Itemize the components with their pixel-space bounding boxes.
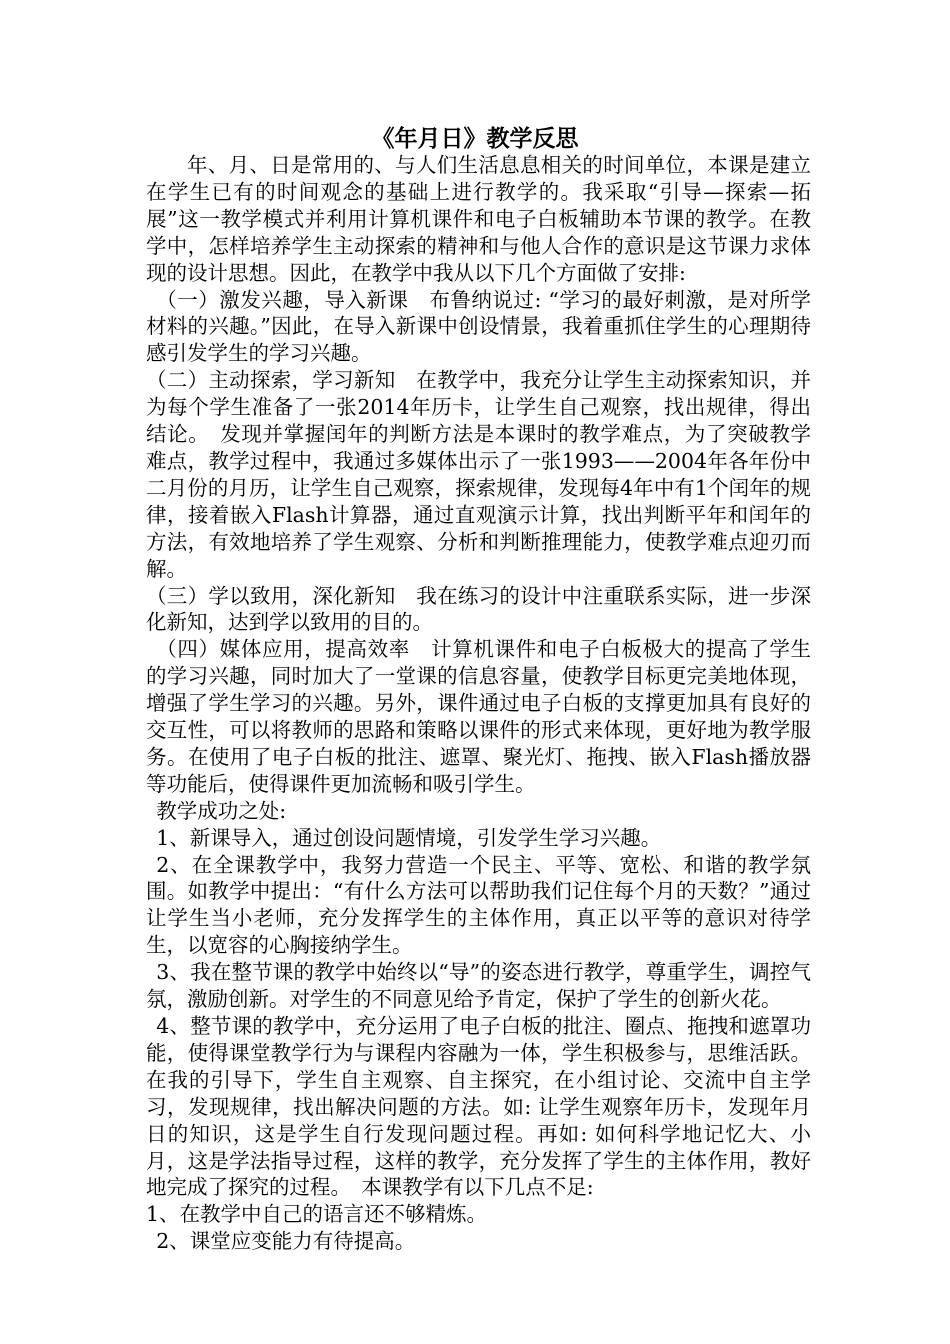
document-title: 《年月日》教学反思 [371, 125, 579, 152]
paragraph-section-4: （四）媒体应用，提高效率 计算机课件和电子白板极大的提高了学生的学习兴趣，同时加大了一堂课的信息容量，使教学目标更完美地体现，增强了学生学习的兴趣。另外，课件通过电子白板的支撑更加具有良好的交互性，可以将教师的思路和策略以课件的形式来体现，更好地为教学服务。在使用了电子白板的批注、遮罩、聚光灯、拖拽、嵌入Flash播放器等功能后，使得课件更加流畅和吸引学生。 [146, 637, 811, 796]
paragraph-shortcoming-1: 1、在教学中自己的语言还不够精炼。 [146, 1202, 488, 1227]
paragraph-success-4: 4、整节课的教学中，充分运用了电子白板的批注、圈点、拖拽和遮罩功能，使得课堂教学行为与课程内容融为一体，学生积极参与，思维活跃。在我的引导下，学生自主观察、自主探究，在小组讨论、交流中自主学习，发现规律，找出解决问题的方法。如: 让学生观察年历卡，发现年月日的知识，这是学生自行发现问题过程。再如: 如何科学地记忆大、小月，这是学法指导过程，这样的教学，充分发挥了学生的主体作用，教好地完成了探究的过程。 本课教学有以下几点不足: [146, 1014, 811, 1200]
paragraph-section-2: （二）主动探索，学习新知 在教学中，我充分让学生主动探索知识，并为每个学生准备了一张2014年历卡，让学生自己观察，找出规律，得出结论。 发现并掌握闰年的判断方法是本课时的教学难点，为了突破教学难点，教学过程中，我通过多媒体出示了一张1993——2004年各年份中二月份的月历，让学生自己观察，探索规律，发现每4年中有1个闰年的规律，接着嵌入Flash计算器，通过直观演示计算，找出判断平年和闰年的方法，有效地培养了学生观察、分析和判断推理能力，使教学难点迎刃而解。 [146, 368, 811, 581]
paragraph-success-2: 2、在全课教学中，我努力营造一个民主、平等、宽松、和谐的教学氛围。如教学中提出：“有什么方法可以帮助我们记住每个月的天数？”通过让学生当小老师，充分发挥学生的主体作用，真正以平等的意识对待学生，以宽容的心胸接纳学生。 [146, 852, 811, 958]
paragraph-intro: 年、月、日是常用的、与人们生活息息相关的时间单位，本课是建立在学生已有的时间观念的基础上进行教学的。我采取“引导—探索—拓展”这一教学模式并利用计算机课件和电子白板辅助本节课的教学。在教学中，怎样培养学生主动探索的精神和与他人合作的意识是这节课力求体现的设计思想。因此，在教学中我从以下几个方面做了安排: [146, 153, 811, 285]
document-body [146, 152, 811, 1255]
paragraph-success-3: 3、我在整节课的教学中始终以“导”的姿态进行教学，尊重学生，调控气氛，激励创新。对学生的不同意见给予肯定，保护了学生的创新火花。 [146, 960, 811, 1012]
paragraph-success-1: 1、新课导入，通过创设问题情境，引发学生学习兴趣。 [156, 825, 662, 850]
paragraph-section-1: （一）激发兴趣，导入新课 布鲁纳说过: “学习的最好刺激，是对所学材料的兴趣。”因此，在导入新课中创设情景，我着重抓住学生的心理期待感引发学生的学习兴趣。 [146, 287, 811, 366]
paragraph-section-3: （三）学以致用，深化新知 我在练习的设计中注重联系实际，进一步深化新知，达到学以致用的目的。 [146, 583, 811, 635]
paragraph-success-heading: 教学成功之处: [156, 798, 287, 823]
paragraph-shortcoming-2: 2、课堂应变能力有待提高。 [156, 1229, 416, 1254]
